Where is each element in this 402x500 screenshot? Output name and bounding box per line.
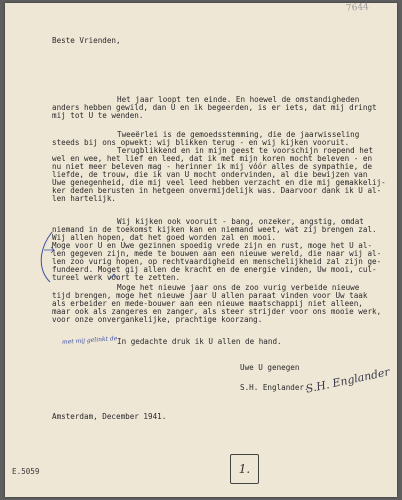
letter-line: Moge het nieuwe jaar ons de zoo vurig verbeide nieuwe [117, 283, 360, 292]
letter-line: In gedachte druk ik U allen de hand. [117, 337, 282, 346]
letter-line: voor onze onvergankelijke, prachtige koorzang. [52, 315, 263, 324]
letter-line: ker deden berusten in hetgeen onvermijdelijk was. Daarvoor dank ik U al- [52, 186, 382, 195]
letter-line: Wij kijken ook vooruit - bang, onzeker, angstig, omdat [117, 217, 364, 226]
letter-line: len zoo vurig hopen, op rechtvaardigheid en menschelijkheid zal zijn ge- [52, 257, 382, 266]
greeting: Beste Vrienden, [52, 36, 121, 45]
letter-line: Wij allen hopen, dat het goed worden zal en mooi. [52, 233, 277, 242]
archive-number-pencil: 7644 [345, 2, 370, 14]
page-number: 1. [238, 462, 251, 476]
signature-name: S.H. Englander. [240, 383, 309, 392]
letter-line: mij tot U te wenden. [52, 111, 144, 120]
letter-line: liefde, de trouw, die ik van U mocht ondervinden, al die bewijzen van [52, 170, 368, 179]
closing: Uwe U genegen [240, 363, 300, 372]
letter-line: steeds bij ons opwekt: wij blikken terug - en wij kijken vooruit. [52, 138, 350, 147]
inventory-number: E.5059 [12, 467, 40, 476]
letter-line: niemand in de toekomst kijken kan en niemand weet, wat zij brengen zal. [52, 225, 377, 234]
letter-line: Terugblikkend en in mijn geest te voorschijn roepend het [117, 146, 374, 155]
letter-line: maar ook als zangeres en zanger, als steer strijder voor ons mooie werk, [52, 307, 382, 316]
letter-line: tijd brengen, moge het nieuwe jaar U allen paraat vinden voor Uw taak [52, 291, 368, 300]
place-date: Amsterdam, December 1941. [52, 412, 167, 421]
letter-line: anders hebben gewild, dan U en ik begeerden, is er iets, dat mij dringt [52, 103, 377, 112]
handwritten-signature: S.H. Englander [304, 365, 391, 396]
handwritten-annotation: met mij gelinkt de [61, 335, 118, 346]
letter-line: Moge voor U en Uwe gezinnen spoedig vrede zijn en rust, moge het U al- [52, 241, 373, 250]
letter-line: wel en wee, het lief en leed, dat ik met mijn koren mocht beleven - en [52, 154, 373, 163]
letter-line: len hartelijk. [52, 194, 117, 203]
letter-line: Tweeërlei is de gemoedsstemming, die de jaarwisseling [117, 130, 360, 139]
page-number-box [230, 454, 259, 484]
letter-line: len gegeven zijn, mede te bouwen aan een nieuwe wereld, die naar wij al- [52, 249, 382, 258]
letter-line: fundeerd. Moget gij allen de kracht en de energie vinden, Uw mooi, cul- [52, 265, 377, 274]
letter-line: nu niet meer beleven mag - herinner ik mij vóór alles de sympathie, de [52, 162, 373, 171]
letter-line: tureel werk voort te zetten. [52, 273, 181, 282]
letter-line: Het jaar loopt ten einde. En hoewel de omstandigheden [117, 95, 360, 104]
letter-line: als erbeider en mede-bouwer aan een nieuwe maatschappij niet alleen, [52, 299, 363, 308]
letter-line: Uwe genegenheid, die mij veel leed hebben verzacht en die mij gemakkelij- [52, 178, 386, 187]
